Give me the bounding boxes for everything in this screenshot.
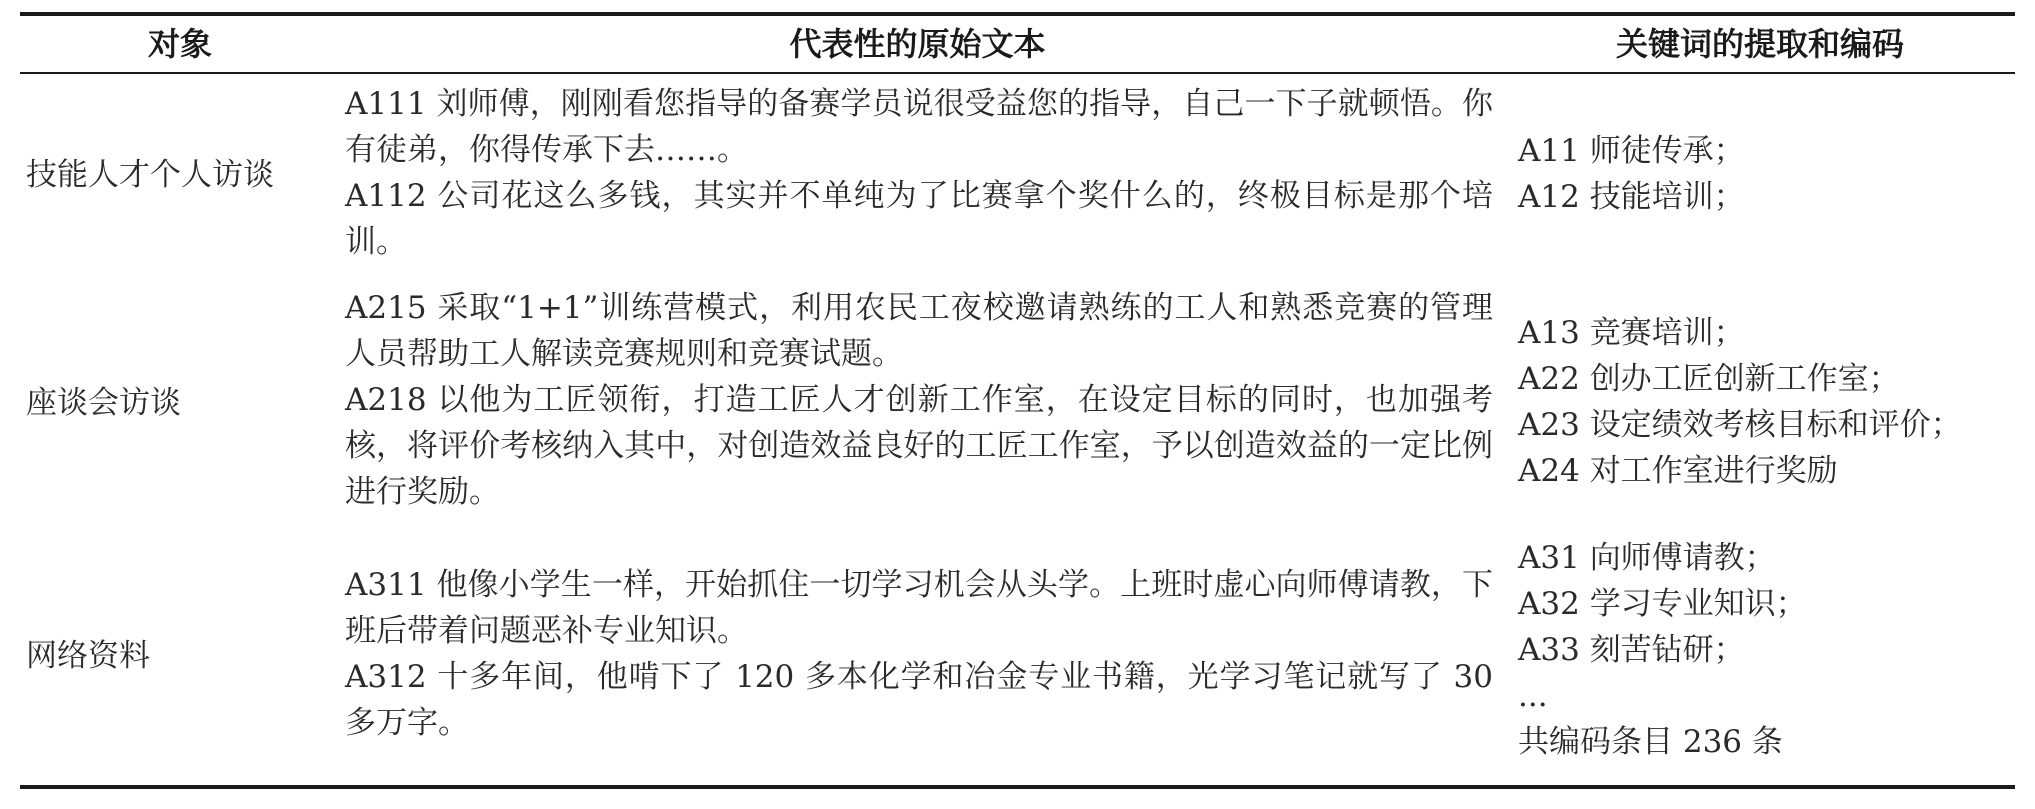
- row-3-text-2: A312 十多年间，他啃下了 120 多本化学和冶金专业书籍，光学习笔记就写了 30 多万字。: [345, 659, 1493, 741]
- row-1-keywords: [1518, 128, 2023, 220]
- row-2-keyword: A24 对工作室进行奖励: [1518, 453, 1838, 489]
- row-2-text-2: A218 以他为工匠领衔，打造工匠人才创新工作室，在设定目标的同时，也加强考核，将评价考核纳入其中，对创造效益良好的工匠工作室，予以创造效益的一定比例进行奖励。: [345, 382, 1493, 510]
- row-3-text-1: A311 他像小学生一样，开始抓住一切学习机会从头学。上班时虚心向师傅请教，下班后带着问题恶补专业知识。: [345, 567, 1493, 649]
- row-2-texts: [345, 285, 1493, 515]
- row-3-keyword: A33 刻苦钻研；: [1518, 632, 1745, 668]
- row-2-keyword: A23 设定绩效考核目标和评价；: [1518, 407, 1962, 443]
- table-header-rule: [20, 72, 2015, 74]
- row-3-keywords: [1518, 535, 2023, 765]
- row-1-text-1: A111 刘师傅，刚刚看您指导的备赛学员说很受益您的指导，自己一下子就顿悟。你有徒弟，你得传承下去……。: [345, 86, 1493, 168]
- row-3-keyword: A31 向师傅请教；: [1518, 540, 1776, 576]
- row-3-keyword: A32 学习专业知识；: [1518, 586, 1807, 622]
- row-3-texts: [345, 562, 1493, 746]
- table-bottom-rule: [20, 785, 2015, 789]
- row-3-object: 网络资料: [26, 638, 150, 674]
- row-1-text-2: A112 公司花这么多钱，其实并不单纯为了比赛拿个奖什么的，终极目标是那个培训。: [345, 178, 1493, 260]
- row-3-keyword: ...: [1518, 678, 1548, 714]
- row-2-text-1: A215 采取“1+1”训练营模式，利用农民工夜校邀请熟练的工人和熟悉竞赛的管理人员帮助工人解读竞赛规则和竞赛试题。: [345, 290, 1493, 372]
- row-1-texts: [345, 81, 1493, 265]
- table-top-rule: [20, 12, 2015, 16]
- row-1-object: 技能人才个人访谈: [26, 157, 274, 193]
- row-2-keywords: [1518, 310, 2023, 494]
- header-object: 对象: [147, 25, 212, 63]
- row-2-object: 座谈会访谈: [26, 385, 181, 421]
- row-2-keyword: A13 竞赛培训；: [1518, 315, 1745, 351]
- row-3-keyword: 共编码条目 236 条: [1518, 724, 1783, 760]
- header-keyword-coding: 关键词的提取和编码: [1615, 25, 1904, 63]
- row-1-keyword: A12 技能培训；: [1518, 179, 1745, 215]
- row-1-keyword: A11 师徒传承；: [1518, 133, 1745, 169]
- row-2-keyword: A22 创办工匠创新工作室；: [1518, 361, 1900, 397]
- header-original-text: 代表性的原始文本: [789, 25, 1046, 63]
